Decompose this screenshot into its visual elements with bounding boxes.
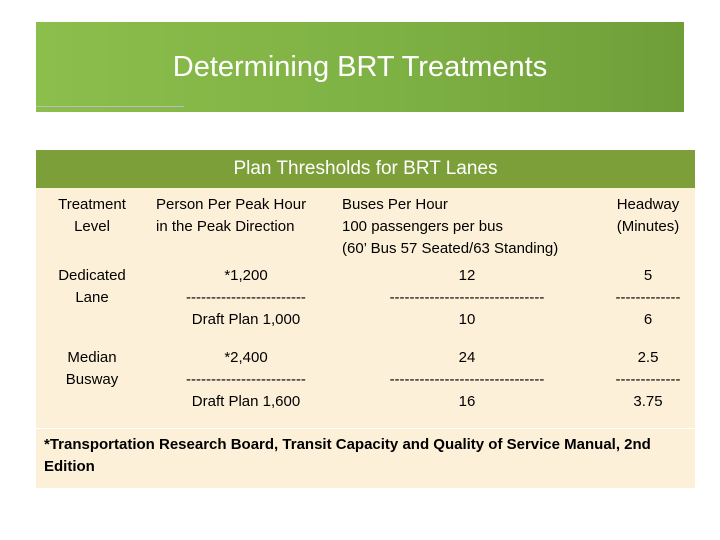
cell-line: 12 [458, 267, 476, 284]
title-underline [36, 106, 184, 107]
table-title: Plan Thresholds for BRT Lanes [233, 158, 498, 179]
cell-line: Dedicated [58, 267, 126, 284]
row-median-busway-headway [606, 347, 690, 413]
cell-line: *2,400 [224, 349, 268, 366]
row-dedicated-lane-level [44, 265, 140, 309]
cell-line: ------------- [615, 371, 681, 388]
row-dedicated-lane-headway [606, 265, 690, 331]
header-headway [602, 194, 694, 238]
cell-line: Draft Plan 1,000 [191, 311, 301, 328]
header-line: in the Peak Direction [156, 218, 295, 235]
header-line: Treatment [58, 196, 126, 213]
header-line: 100 passengers per bus [342, 218, 503, 235]
row-dedicated-lane-person [158, 265, 334, 331]
cell-line: Busway [65, 371, 119, 388]
header-line: Person Per Peak Hour [156, 196, 307, 213]
footnote-divider [36, 428, 695, 429]
header-person-per-peak-hour [156, 194, 336, 238]
header-line: Headway [616, 196, 680, 213]
cell-line: ------------------------------- [389, 289, 545, 306]
header-treatment-level [44, 194, 140, 238]
row-dedicated-lane-buses [362, 265, 572, 331]
header-line: (Minutes) [616, 218, 680, 235]
cell-line: 2.5 [637, 349, 659, 366]
cell-line: Draft Plan 1,600 [191, 393, 301, 410]
thresholds-table [36, 150, 695, 488]
cell-line: *1,200 [224, 267, 268, 284]
cell-line: ------------- [615, 289, 681, 306]
cell-line: Median [67, 349, 117, 366]
row-median-busway-buses [362, 347, 572, 413]
cell-line: ------------------------------- [389, 371, 545, 388]
header-line: Level [74, 218, 110, 235]
header-line: (60’ Bus 57 Seated/63 Standing) [342, 240, 559, 257]
cell-line: Lane [75, 289, 109, 306]
slide-title: Determining BRT Treatments [172, 51, 548, 83]
cell-line: 3.75 [633, 393, 663, 410]
footnote: *Transportation Research Board, Transit Capacity and Quality of Service Manual, 2nd Edition [44, 436, 651, 475]
header-line: Buses Per Hour [342, 196, 448, 213]
cell-line: ------------------------ [186, 371, 306, 388]
cell-line: 16 [458, 393, 476, 410]
header-buses-per-hour [342, 194, 602, 260]
cell-line: 5 [643, 267, 653, 284]
cell-line: 24 [458, 349, 476, 366]
cell-line: 10 [458, 311, 476, 328]
row-median-busway-level [44, 347, 140, 391]
title-bar [36, 22, 684, 112]
cell-line: 6 [643, 311, 653, 328]
row-median-busway-person [158, 347, 334, 413]
cell-line: ------------------------ [186, 289, 306, 306]
table-header-bar [36, 150, 695, 188]
